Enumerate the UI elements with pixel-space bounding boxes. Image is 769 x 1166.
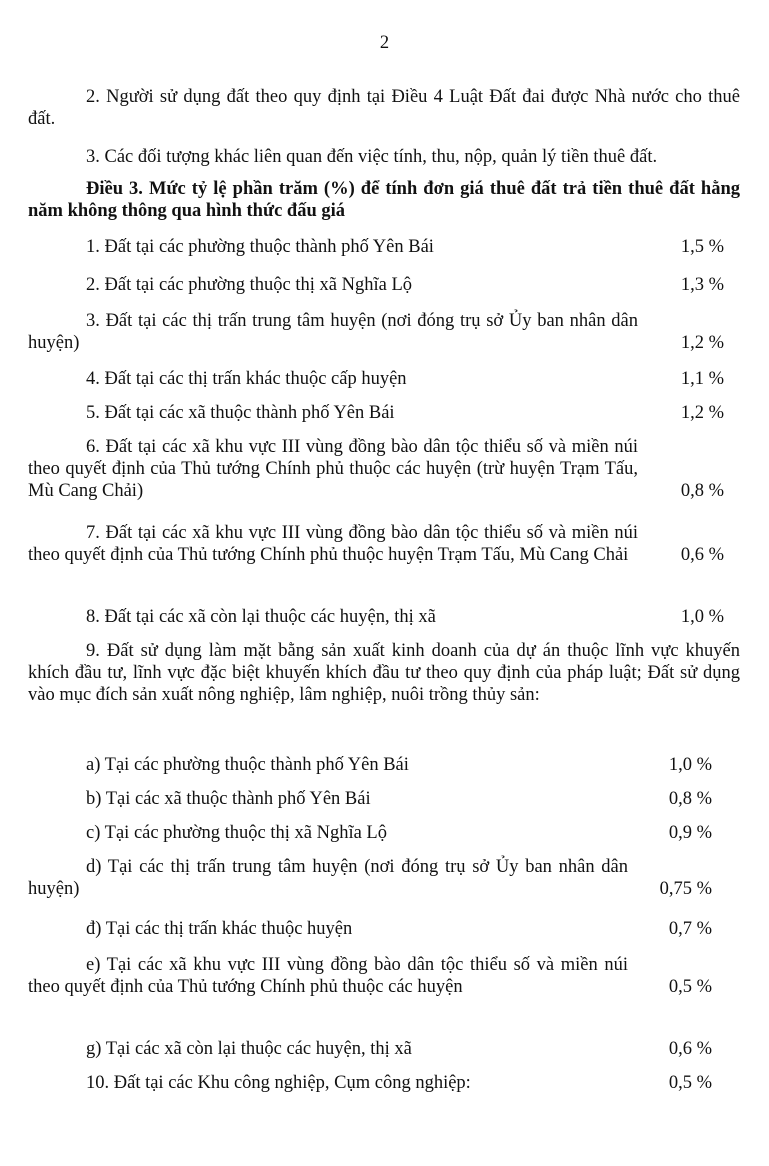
item-9: 9. Đất sử dụng làm mặt bằng sản xuất kinh doanh của dự án thuộc lĩnh vực khuyến khích đầu tư, lĩnh vực đặc biệt khuyến khích đầu tư theo quy định của pháp luật; Đất sử dụng vào mục đích sản xuất nông nghiệp, lâm nghiệp, nuôi trồng thủy sản: (28, 641, 740, 705)
rate-row (28, 368, 724, 390)
item-10-value: 0,5 % (668, 1073, 712, 1093)
sub-rate-value: 0,5 % (668, 977, 712, 997)
article-3-heading: Điều 3. Mức tỷ lệ phần trăm (%) để tính đơn giá thuê đất trả tiền thuê đất hằng năm không thông qua hình thức đấu giá (28, 179, 740, 221)
sub-rate-value: 0,75 % (659, 879, 712, 899)
intro-item-3: 3. Các đối tượng khác liên quan đến việc tính, thu, nộp, quản lý tiền thuê đất. (86, 147, 658, 167)
rate-row (28, 274, 724, 296)
rate-row (28, 402, 724, 424)
intro-item-2: 2. Người sử dụng đất theo quy định tại Điều 4 Luật Đất đai được Nhà nước cho thuê đất. (28, 87, 740, 129)
sub-rate-text: e) Tại các xã khu vực III vùng đồng bào dân tộc thiểu số và miền núi theo quyết định của Thủ tướng Chính phủ thuộc các huyện (28, 955, 628, 997)
rate-value: 1,1 % (680, 369, 724, 389)
sub-rate-text: g) Tại các xã còn lại thuộc các huyện, thị xã (86, 1039, 412, 1059)
rate-text: 2. Đất tại các phường thuộc thị xã Nghĩa Lộ (86, 275, 412, 295)
sub-rate-value: 0,7 % (668, 919, 712, 939)
rate-value: 0,8 % (680, 481, 724, 501)
rate-row (28, 310, 724, 354)
sub-rate-text: b) Tại các xã thuộc thành phố Yên Bái (86, 789, 371, 809)
sub-rate-value: 0,8 % (668, 789, 712, 809)
sub-rate-row (28, 788, 712, 810)
rate-row (28, 436, 724, 502)
item-10-row (28, 1072, 712, 1094)
sub-rate-row (28, 954, 712, 998)
rate-value: 0,6 % (680, 545, 724, 565)
rate-value: 1,0 % (680, 607, 724, 627)
rate-text: 5. Đất tại các xã thuộc thành phố Yên Bái (86, 403, 395, 423)
sub-rate-text: c) Tại các phường thuộc thị xã Nghĩa Lộ (86, 823, 387, 843)
page-number: 2 (379, 33, 390, 53)
rate-text: 3. Đất tại các thị trấn trung tâm huyện (nơi đóng trụ sở Ủy ban nhân dân huyện) (28, 311, 638, 353)
sub-rate-value: 0,9 % (668, 823, 712, 843)
sub-rate-row (28, 822, 712, 844)
sub-rate-text: a) Tại các phường thuộc thành phố Yên Bái (86, 755, 409, 775)
rate-text: 1. Đất tại các phường thuộc thành phố Yên Bái (86, 237, 434, 257)
rate-value: 1,5 % (680, 237, 724, 257)
rate-row (28, 236, 724, 258)
rate-text: 4. Đất tại các thị trấn khác thuộc cấp huyện (86, 369, 407, 389)
sub-rate-row (28, 754, 712, 776)
sub-rate-value: 0,6 % (668, 1039, 712, 1059)
sub-rate-row (28, 856, 712, 900)
sub-rate-row (28, 1038, 712, 1060)
rate-text: 6. Đất tại các xã khu vực III vùng đồng bào dân tộc thiểu số và miền núi theo quyết định của Thủ tướng Chính phủ thuộc các huyện (trừ huyện Trạm Tấu, Mù Cang Chải) (28, 437, 638, 501)
rate-row (28, 606, 724, 628)
rate-text: 8. Đất tại các xã còn lại thuộc các huyện, thị xã (86, 607, 436, 627)
rate-row (28, 522, 724, 566)
sub-rate-value: 1,0 % (668, 755, 712, 775)
rate-value: 1,2 % (680, 333, 724, 353)
item-10-text: 10. Đất tại các Khu công nghiệp, Cụm công nghiệp: (86, 1073, 471, 1093)
rate-value: 1,3 % (680, 275, 724, 295)
rate-text: 7. Đất tại các xã khu vực III vùng đồng bào dân tộc thiểu số và miền núi theo quyết định của Thủ tướng Chính phủ thuộc huyện Trạm Tấu, Mù Cang Chải (28, 523, 638, 565)
sub-rate-text: d) Tại các thị trấn trung tâm huyện (nơi đóng trụ sở Ủy ban nhân dân huyện) (28, 857, 628, 899)
sub-rate-text: đ) Tại các thị trấn khác thuộc huyện (86, 919, 353, 939)
sub-rate-row (28, 918, 712, 940)
rate-value: 1,2 % (680, 403, 724, 423)
